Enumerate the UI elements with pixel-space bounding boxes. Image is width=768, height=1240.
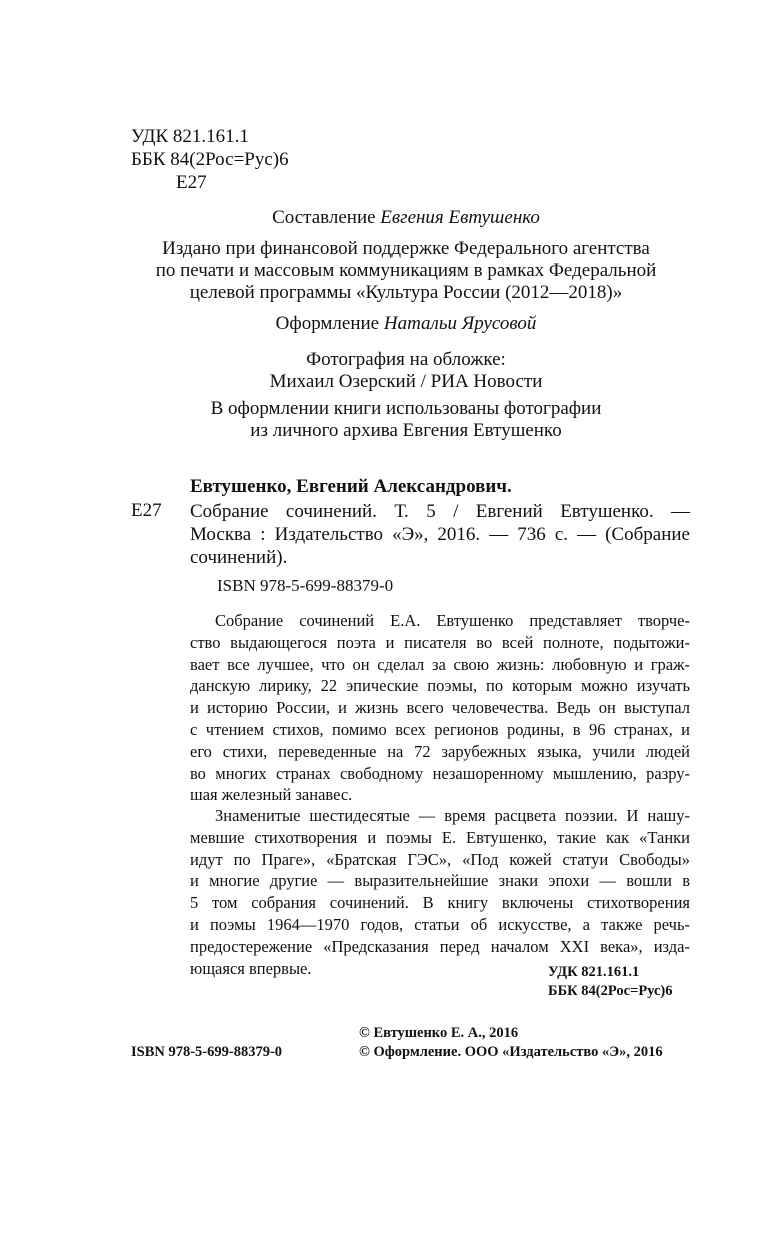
compiler-credit (131, 207, 681, 229)
compiler-name: Евгения Евтушенко (380, 207, 540, 228)
funding-line: целевой программы «Культура России (2012—2018)» (189, 282, 623, 303)
annotation-line: ющаяся впервые. (190, 958, 312, 978)
catalog-entry-line: сочинений). (190, 547, 288, 568)
archive-line: из личного архива Евгения Евтушенко (250, 420, 562, 441)
funding-line: Издано при финансовой поддержке Федерального агентства (162, 238, 650, 259)
annotation-paragraph-2 (190, 805, 690, 979)
catalog-author-heading: Евтушенко, Евгений Александрович. (190, 476, 512, 497)
catalog-mark: Е27 (131, 500, 162, 521)
annotation-line: и поэмы 1964—1970 годов, статьи об искусстве, а также речь- (190, 914, 690, 934)
archive-line: В оформлении книги использованы фотографии (210, 398, 602, 419)
funding-note (131, 238, 681, 304)
annotation-paragraph-1 (190, 610, 690, 806)
bbk-code: ББК 84(2Рос=Рус)6 (131, 149, 289, 170)
archive-note (131, 398, 681, 442)
annotation-line: предостережение «Предсказания перед началом XXI века», изда- (190, 936, 690, 956)
catalog-entry-line: Москва : Издательство «Э», 2016. — 736 с. — (Собрание (190, 524, 690, 545)
annotation-line: его стихи, переведенные на 72 зарубежных языка, учили людей (190, 741, 690, 761)
footer-udk: УДК 821.161.1 (548, 964, 640, 980)
annotation-line: и многие другие — выразительнейшие знаки эпохи — вошли в (190, 871, 690, 891)
catalog-entry (190, 500, 690, 569)
catalog-entry-line: Собрание сочинений. Т. 5 / Евгений Евтушенко. — (190, 501, 690, 522)
annotation-line: Знаменитые шестидесятые — время расцвета поэзии. И нашу- (215, 806, 690, 825)
footer-isbn: ISBN 978-5-699-88379-0 (131, 1044, 283, 1060)
copyright-design: © Оформление. ООО «Издательство «Э», 2016 (359, 1044, 663, 1060)
copyright-author: © Евтушенко Е. А., 2016 (359, 1025, 519, 1041)
annotation-line: вает все лучшее, что он сделал за свою жизнь: любовную и граж- (190, 654, 690, 674)
compiler-label: Составление (272, 207, 376, 228)
annotation-line: Собрание сочинений Е.А. Евтушенко представляет творче- (215, 611, 690, 630)
cover-photo-line: Фотография на обложке: (306, 349, 506, 370)
design-label: Оформление (275, 313, 380, 334)
annotation-line: во многих странах свободному незашоренному мышлению, разру- (190, 763, 690, 783)
catalog-isbn: ISBN 978-5-699-88379-0 (217, 576, 394, 595)
annotation-line: и историю России, и жизнь всего человечества. Ведь он выступал (190, 698, 690, 718)
cover-photo-line: Михаил Озерский / РИА Новости (269, 371, 543, 392)
annotation-line: идут по Праге», «Братская ГЭС», «Под кожей статуи Свободы» (190, 849, 690, 869)
annotation-line: ство выдающегося поэта и писателя во всей полноте, подытожи- (190, 632, 690, 652)
footer-bbk: ББК 84(2Рос=Рус)6 (548, 983, 673, 999)
annotation-line: с чтением стихов, помимо всех регионов родины, в 96 странах, и (190, 719, 690, 739)
annotation-line: 5 том собрания сочинений. В книгу включены стихотворения (190, 893, 690, 913)
design-name: Натальи Ярусовой (383, 313, 537, 334)
design-credit (131, 313, 681, 335)
annotation-line: шая железный занавес. (190, 785, 353, 805)
funding-line: по печати и массовым коммуникациям в рамках Федеральной (155, 260, 657, 281)
annotation-line: мевшие стихотворения и поэмы Е. Евтушенко, такие как «Танки (190, 827, 690, 847)
author-mark: Е27 (176, 172, 207, 193)
cover-photo-credit (131, 349, 681, 393)
udk-code: УДК 821.161.1 (131, 126, 249, 147)
annotation-line: данскую лирику, 22 эпические поэмы, по которым можно изучать (190, 676, 690, 696)
